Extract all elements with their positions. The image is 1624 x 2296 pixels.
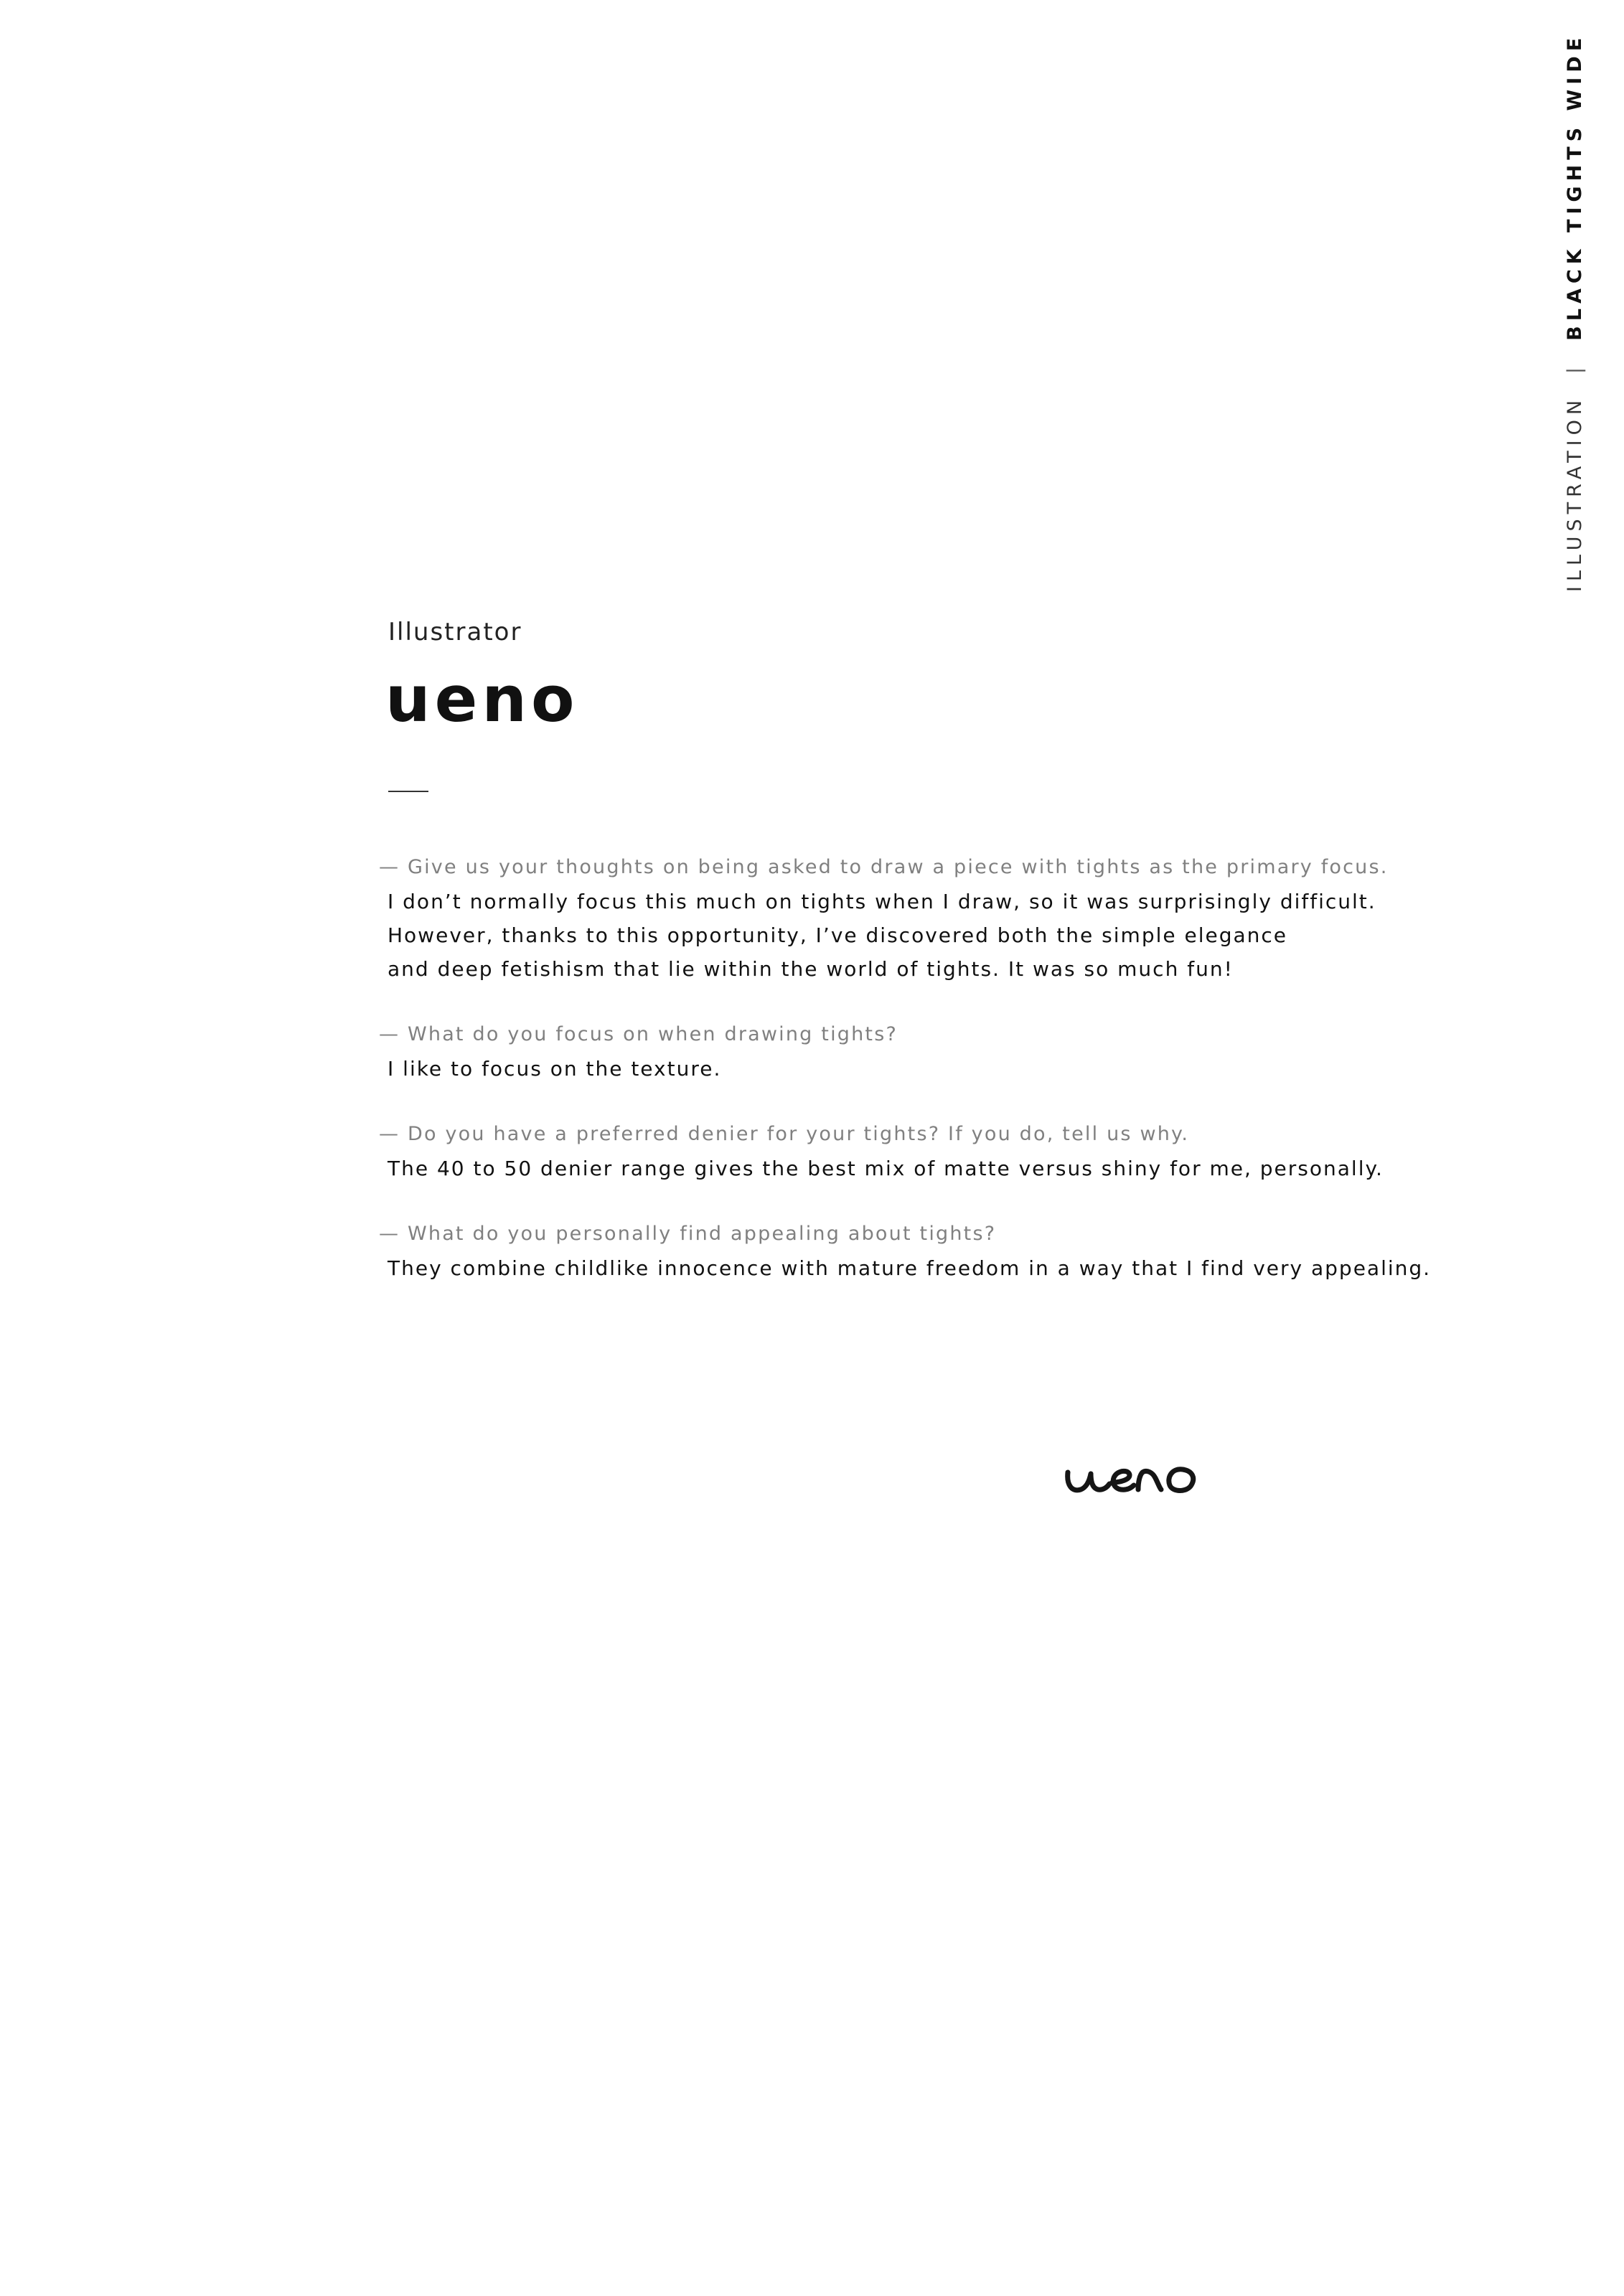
- answer-line: They combine childlike innocence with mature freedom in a way that I find very appealing.: [388, 1256, 1432, 1280]
- signature-stroke-o: [1169, 1469, 1193, 1491]
- answer: [379, 1152, 1384, 1185]
- artist-name: ueno: [385, 662, 579, 736]
- signature-stroke-u: [1068, 1472, 1109, 1490]
- signature-stroke-e: [1112, 1471, 1134, 1490]
- divider-rule: [388, 791, 428, 792]
- qa-item: [379, 850, 1389, 986]
- question: — What do you personally find appealing about tights?: [379, 1223, 997, 1245]
- answer-line: The 40 to 50 denier range gives the best mix of matte versus shiny for me, personally.: [388, 1157, 1384, 1180]
- qa-item: [379, 1217, 1432, 1285]
- question: — Give us your thoughts on being asked to draw a piece with tights as the primary focus.: [379, 856, 1389, 878]
- answer-line: I don’t normally focus this much on tights when I draw, so it was surprisingly difficult.: [388, 890, 1376, 913]
- answer: [379, 1251, 1432, 1285]
- qa-item: [379, 1017, 1384, 1086]
- answer: [379, 885, 1384, 986]
- answer-line: and deep fetishism that lie within the world of tights. It was so much fun!: [388, 957, 1234, 981]
- artist-role: Illustrator: [388, 618, 522, 646]
- artist-signature: [1062, 1457, 1220, 1507]
- answer: [379, 1052, 1384, 1086]
- publication-title: BLACK TIGHTS WIDE: [1564, 32, 1586, 341]
- running-header-text: [1563, 33, 1587, 592]
- header-separator: |: [1564, 362, 1586, 374]
- answer-line: However, thanks to this opportunity, I’ve discovered both the simple elegance: [388, 923, 1288, 947]
- answer-line: I like to focus on the texture.: [388, 1057, 722, 1081]
- signature-stroke-n: [1138, 1471, 1161, 1490]
- interview: [379, 850, 1432, 1317]
- section-label: ILLUSTRATION: [1564, 395, 1586, 592]
- question: — What do you focus on when drawing tights?: [379, 1023, 898, 1045]
- qa-item: [379, 1117, 1384, 1185]
- question: — Do you have a preferred denier for your tights? If you do, tell us why.: [379, 1123, 1190, 1145]
